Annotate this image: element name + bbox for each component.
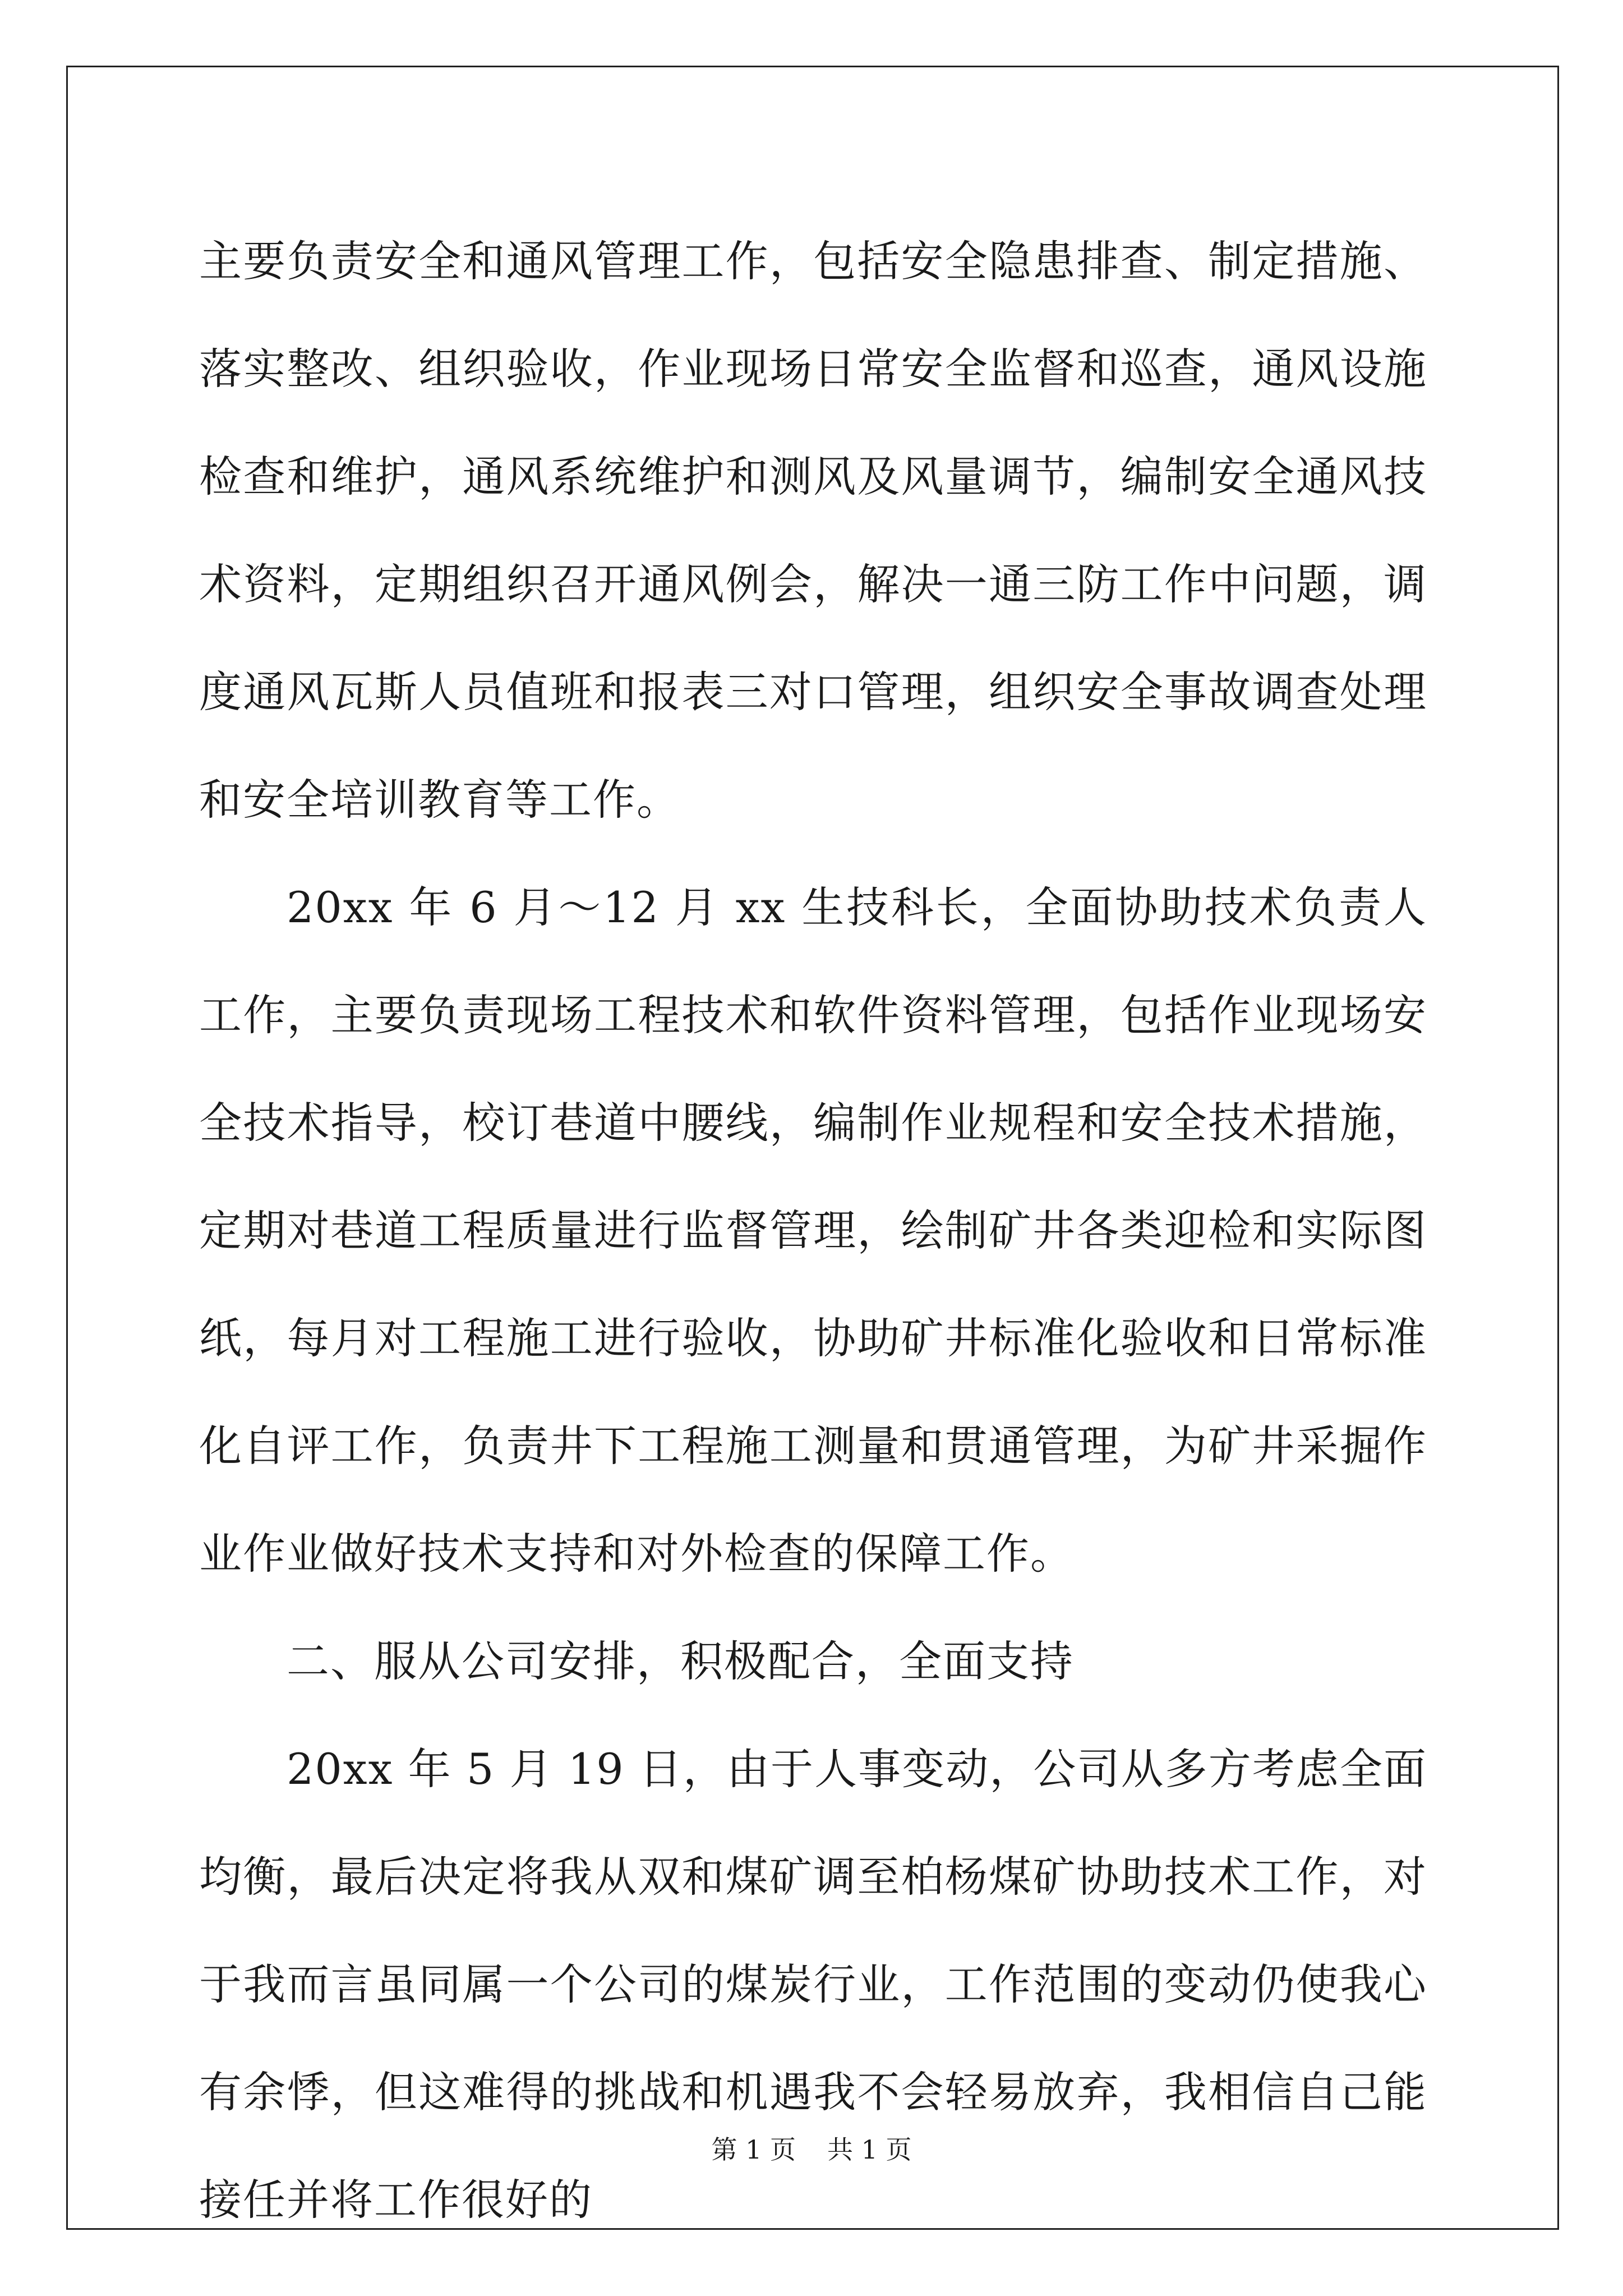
document-body <box>199 208 1427 2254</box>
section-heading: 二、服从公司安排，积极配合，全面支持 <box>287 1636 1074 1686</box>
paragraph-transfer: 20xx 年 5 月 19 日，由于人事变动，公司从多方考虑全面均衡，最后决定将我从双和煤矿调至柏杨煤矿协助技术工作，对于我而言虽同属一个公司的煤炭行业，工作范围的变动仍使我心有余悸，但这难得的挑战和机遇我不会轻易放弃，我相信自己能接任并将工作很好的 <box>199 1744 1427 2225</box>
paragraph-technical-chief: 20xx 年 6 月～12 月 xx 生技科长，全面协助技术负责人工作，主要负责现场工程技术和软件资料管理，包括作业现场安全技术指导，校订巷道中腰线，编制作业规程和安全技术措施，定期对巷道工程质量进行监督管理，绘制矿井各类迎检和实际图纸，每月对工程施工进行验收，协助矿井标准化验收和日常标准化自评工作，负责井下工程施工测量和贯通管理，为矿井采掘作业作业做好技术支持和对外检查的保障工作。 <box>199 882 1427 1579</box>
page-footer <box>0 2129 1623 2166</box>
page-number: 第 1 页 <box>711 2134 796 2165</box>
paragraph-safety-ventilation: 主要负责安全和通风管理工作，包括安全隐患排查、制定措施、落实整改、组织验收，作业现场日常安全监督和巡查，通风设施检查和维护，通风系统维护和测风及风量调节，编制安全通风技术资料，定期组织召开通风例会，解决一通三防工作中问题，调度通风瓦斯人员值班和报表三对口管理，组织安全事故调查处理和安全培训教育等工作。 <box>199 236 1427 825</box>
page-total: 共 1 页 <box>827 2134 912 2165</box>
